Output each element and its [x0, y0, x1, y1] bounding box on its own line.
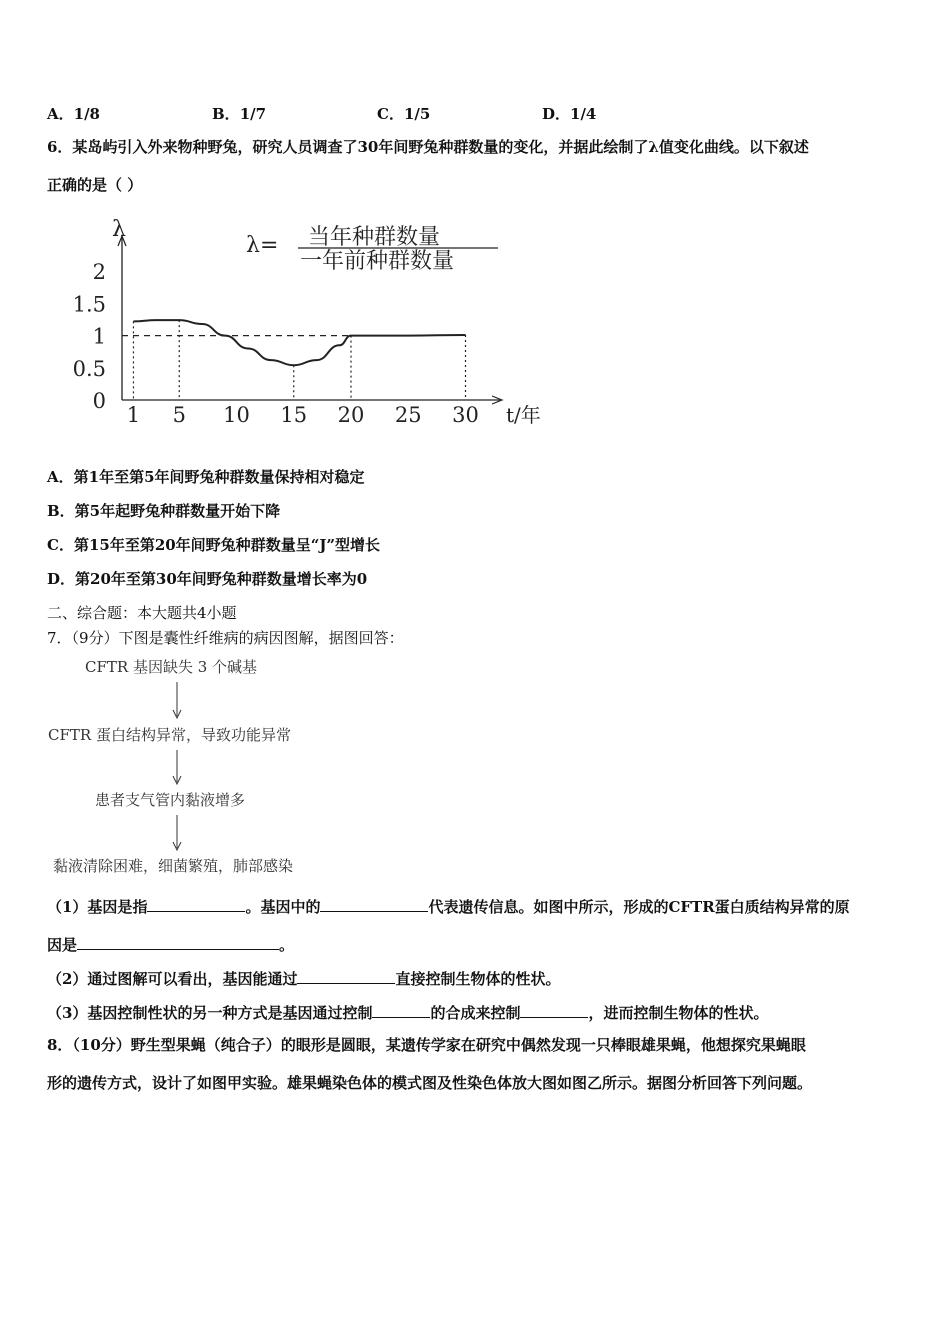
section2-title: 二、综合题：本大题共4小题 — [47, 604, 237, 622]
lambda-chart — [60, 210, 580, 435]
answer-blank-3[interactable] — [77, 933, 279, 950]
y-tick-label: 0.5 — [72, 356, 106, 381]
flow-step-4: 黏液清除困难，细菌繁殖，肺部感染 — [53, 857, 294, 875]
x-tick-label: 1 — [126, 403, 141, 427]
x-tick-label: 20 — [337, 403, 365, 427]
x-tick-label: 25 — [394, 403, 422, 427]
q8-line2: 形的遗传方式，设计了如图甲实验。雄果蝇染色体的模式图及性染色体放大图如图乙所示。据图分析回答下列问题。 — [47, 1074, 813, 1092]
formula-lhs: λ= — [246, 233, 279, 258]
q6-stem-line2: 正确的是（ ） — [47, 176, 143, 194]
q5-option-c: C．1/5 — [377, 105, 431, 123]
q5-option-b: B．1/7 — [212, 105, 267, 123]
y-tick-label: 1 — [92, 324, 106, 349]
q6-option-b: B．第5年起野兔种群数量开始下降 — [47, 502, 281, 520]
q7-sub1-line1: （1）基因是指 。基因中的 代表遗传信息。如图中所示，形成的CFTR蛋白质结构异常的原 — [47, 895, 850, 917]
formula-denominator: 一年前种群数量 — [300, 249, 455, 274]
x-tick-label: 30 — [452, 403, 479, 427]
y-tick-label: 0 — [92, 389, 106, 413]
y-tick-label: 1.5 — [72, 292, 106, 317]
answer-blank-1[interactable] — [147, 895, 245, 912]
flow-step-3: 患者支气管内黏液增多 — [95, 791, 246, 809]
y-tick-label: 2 — [92, 260, 106, 285]
x-tick-label: 15 — [280, 403, 308, 427]
q7-flow-diagram — [45, 652, 315, 880]
y-axis-label: λ — [112, 217, 126, 242]
flow-step-2: CFTR 蛋白结构异常，导致功能异常 — [48, 726, 291, 744]
q7-sub1-line2: 因是 。 — [47, 933, 294, 955]
q7-sub2: （2）通过图解可以看出，基因能通过 直接控制生物体的性状。 — [47, 967, 560, 989]
q8-line1: 8．（10分）野生型果蝇（纯合子）的眼形是圆眼，某遗传学家在研究中偶然发现一只棒眼雄果蝇，他想探究果蝇眼 — [47, 1036, 806, 1054]
flow-step-1: CFTR 基因缺失 3 个碱基 — [85, 658, 258, 676]
q7-stem: 7．（9分）下图是囊性纤维病的病因图解，据图回答： — [47, 629, 404, 647]
answer-blank-4[interactable] — [297, 967, 395, 984]
q6-option-c: C．第15年至第20年间野兔种群数量呈“J”型增长 — [47, 536, 381, 554]
formula-numerator: 当年种群数量 — [308, 225, 441, 250]
q6-stem-line1: 6．某岛屿引入外来物种野兔，研究人员调查了30年间野兔种群数量的变化，并据此绘制了λ值变化曲线。以下叙述 — [47, 138, 809, 156]
q5-option-d: D．1/4 — [542, 105, 597, 123]
lambda-curve — [133, 320, 465, 365]
q6-option-a: A．第1年至第5年间野兔种群数量保持相对稳定 — [47, 468, 365, 486]
answer-blank-6[interactable] — [520, 1001, 588, 1018]
x-tick-label: 10 — [223, 403, 250, 427]
answer-blank-5[interactable] — [372, 1001, 430, 1018]
q5-option-a: A．1/8 — [47, 105, 100, 123]
answer-blank-2[interactable] — [320, 895, 428, 912]
q7-sub3: （3）基因控制性状的另一种方式是基因通过控制 的合成来控制 ，进而控制生物体的性状。 — [47, 1001, 768, 1023]
q6-option-d: D．第20年至第30年间野兔种群数量增长率为0 — [47, 570, 368, 588]
x-tick-label: 5 — [172, 403, 186, 427]
x-axis-label: t/年 — [506, 403, 541, 427]
